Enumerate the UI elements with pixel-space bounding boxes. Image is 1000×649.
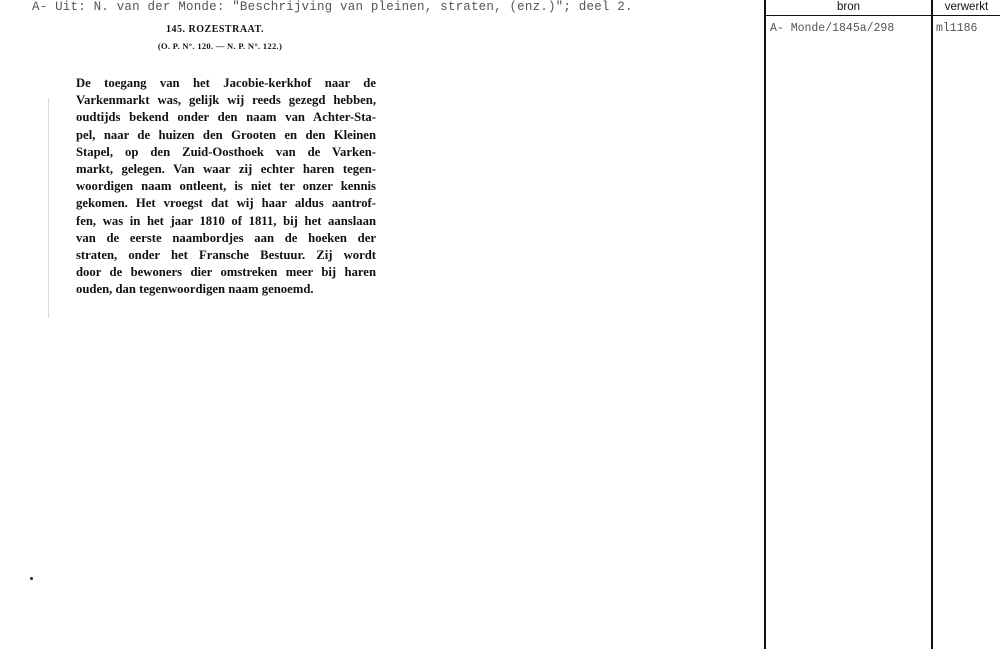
column-header-verwerkt: verwerkt — [944, 1, 989, 13]
stray-dot — [30, 577, 33, 580]
table-divider-left — [764, 0, 766, 649]
body-line: markt, gelegen. Van waar zij echter haren tegen- — [76, 162, 376, 177]
body-line: pel, naar de huizen den Grooten en den Kleinen — [76, 127, 376, 142]
table-divider-middle — [931, 0, 933, 649]
body-line: Stapel, op den Zuid-Oosthoek van de Varken- — [76, 144, 376, 159]
source-line: A- Uit: N. van der Monde: "Beschrijving van pleinen, straten, (enz.)"; deel 2. — [32, 0, 633, 14]
body-line: door de bewoners dier omstreken meer bij haren — [76, 265, 376, 280]
body-line: oudtijds bekend onder den naam van Achter-Sta- — [76, 110, 376, 125]
body-line: straten, onder het Fransche Bestuur. Zij wordt — [76, 248, 376, 263]
body-line: woordigen naam ontleent, is niet ter onzer kennis — [76, 179, 376, 194]
body-line: van de eerste naambordjes aan de hoeken der — [76, 230, 376, 245]
table-header-rule — [764, 15, 1000, 16]
article-body — [76, 75, 376, 299]
cell-bron: A- Monde/1845a/298 — [770, 22, 895, 35]
cell-verwerkt: ml1186 — [936, 22, 978, 35]
body-line: gekomen. Het vroegst dat wij haar aldus aantrof- — [76, 196, 376, 211]
column-header-bron: bron — [836, 1, 861, 13]
article-heading: 145. ROZESTRAAT. — [166, 24, 264, 35]
body-line: ouden, dan tegenwoordigen naam genoemd. — [76, 282, 314, 297]
margin-line — [48, 98, 49, 318]
body-line: Varkenmarkt was, gelijk wij reeds gezegd hebben, — [76, 93, 376, 108]
body-line: fen, was in het jaar 1810 of 1811, bij het aanslaan — [76, 213, 376, 228]
article-subheading: (O. P. N°. 120. — N. P. N°. 122.) — [157, 41, 283, 51]
body-line: De toegang van het Jacobie-kerkhof naar de — [76, 76, 376, 90]
